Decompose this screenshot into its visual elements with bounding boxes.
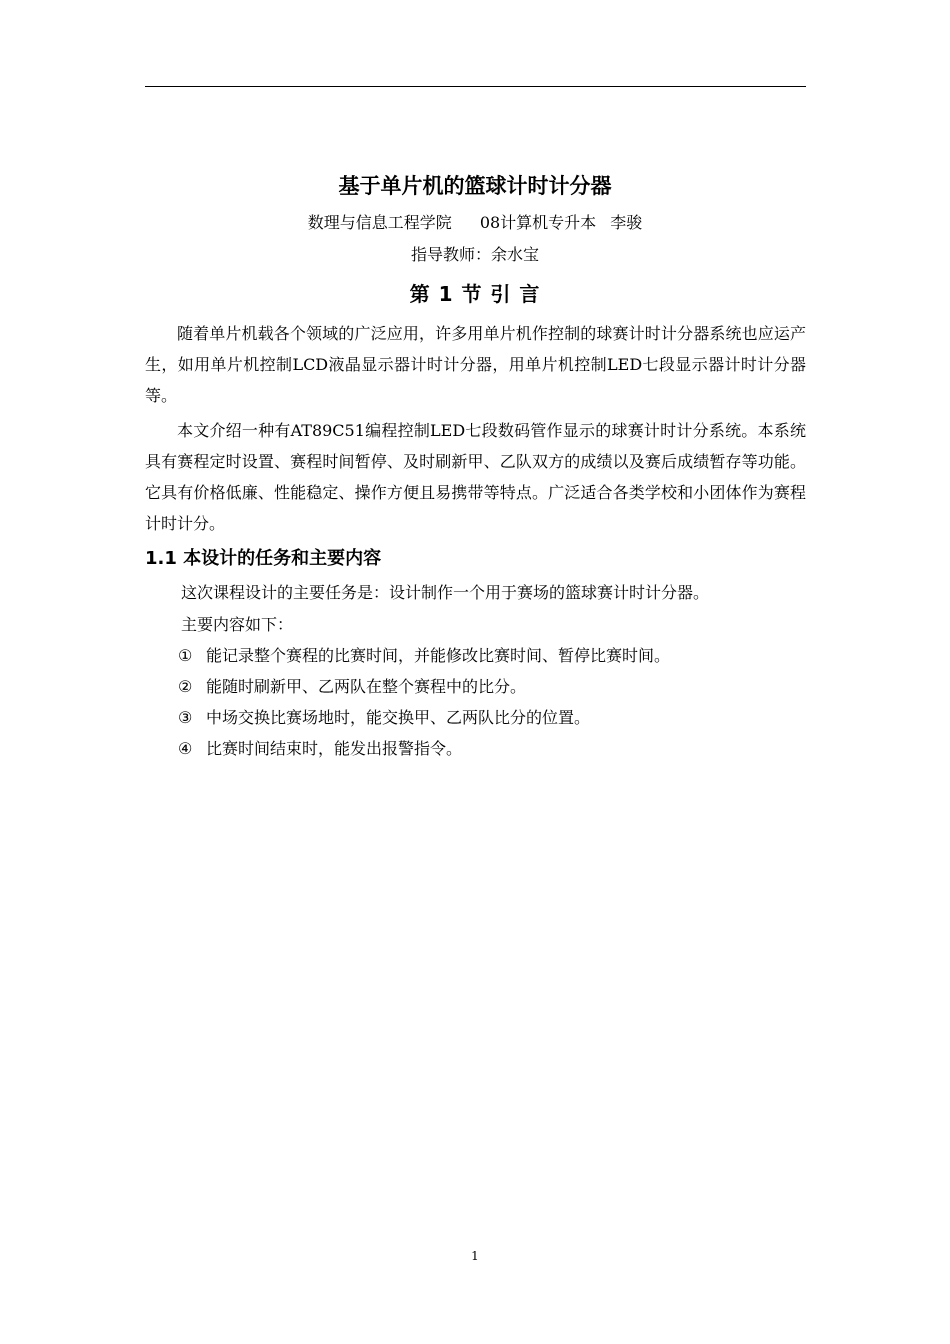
list-marker: ④ <box>178 739 193 758</box>
list-item-text: 中场交换比赛场地时，能交换甲、乙两队比分的位置。 <box>206 708 591 727</box>
paragraph-text: 随着单片机载各个领域的广泛应用，许多用单片机作控制的球赛计时计分器系统也应运产生，如用单片机控制LCD液晶显示器计时计分器，用单片机控制LED七段显示器计时计分器等。 <box>145 324 806 405</box>
list-marker: ③ <box>178 708 193 727</box>
list-item <box>178 676 526 698</box>
paragraph-text: 本文介绍一种有AT89C51编程控制LED七段数码管作显示的球赛计时计分系统。本系统具有赛程定时设置、赛程时间暂停、及时刷新甲、乙队双方的成绩以及赛后成绩暂存等功能。它具有价格低廉、性能稳定、操作方便且易携带等特点。广泛适合各类学校和小团体作为赛程计时计分。 <box>145 421 806 533</box>
list-item <box>178 738 462 760</box>
list-item-text: 能记录整个赛程的比赛时间，并能修改比赛时间、暂停比赛时间。 <box>206 646 671 665</box>
document-title: 基于单片机的篮球计时计分器 <box>338 174 612 198</box>
intro-paragraph-1 <box>145 318 806 411</box>
header-rule <box>145 86 806 87</box>
list-item-text: 能随时刷新甲、乙两队在整个赛程中的比分。 <box>206 677 527 696</box>
list-item-text: 比赛时间结束时，能发出报警指令。 <box>206 739 463 758</box>
list-item <box>178 645 670 667</box>
task-statement: 这次课程设计的主要任务是：设计制作一个用于赛场的篮球赛计时计分器。 <box>181 583 710 602</box>
intro-paragraph-2 <box>145 415 806 539</box>
section-title: 第 1 节 引 言 <box>409 282 541 306</box>
author-name: 李骏 <box>610 213 643 232</box>
author-line <box>0 212 950 234</box>
subsection-heading: 1.1 本设计的任务和主要内容 <box>145 548 382 569</box>
content-intro: 主要内容如下： <box>181 615 294 634</box>
author-class: 08计算机专升本 <box>479 213 597 232</box>
list-item <box>178 707 590 729</box>
list-marker: ② <box>178 677 193 696</box>
list-marker: ① <box>178 646 193 665</box>
page-number: 1 <box>471 1249 479 1263</box>
advisor-line: 指导教师：余水宝 <box>410 245 539 264</box>
author-school: 数理与信息工程学院 <box>307 213 452 232</box>
